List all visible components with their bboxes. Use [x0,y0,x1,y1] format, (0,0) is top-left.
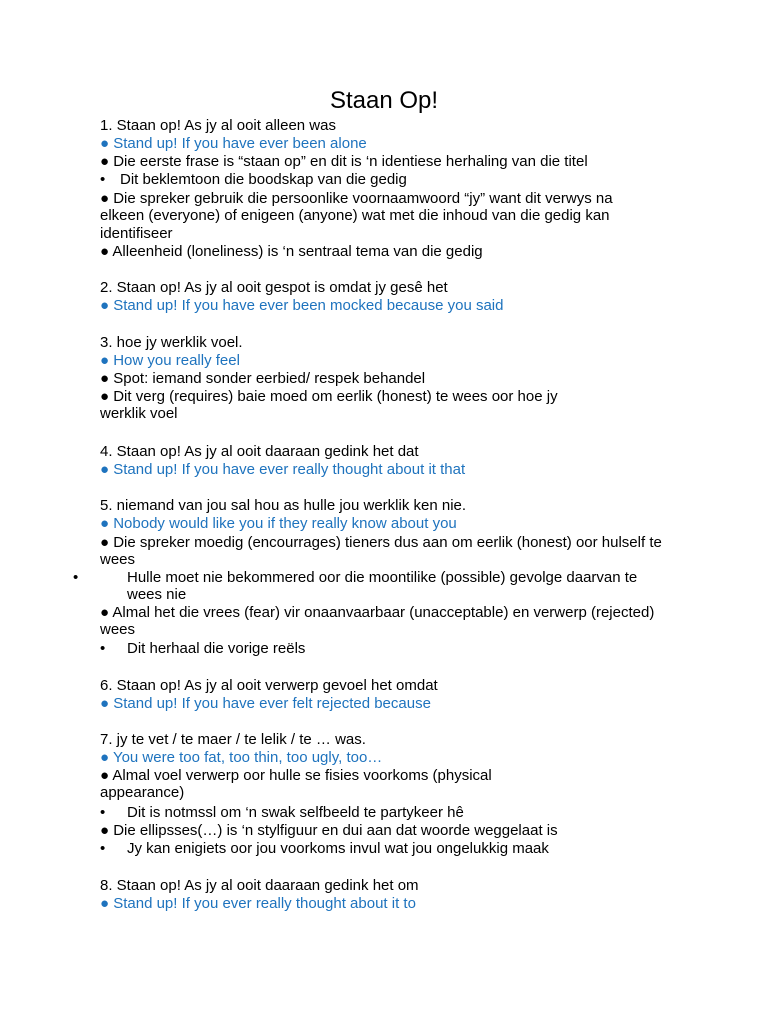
tab-bullet-item [100,171,680,188]
note-line: ● Dit verg (requires) baie moed om eerlik (honest) te wees oor hoe jy werklik voel [100,388,558,423]
translation-line-6: ● Stand up! If you have ever felt rejected because [100,695,431,712]
translation-line-2: ● Stand up! If you have ever been mocked because you said [100,297,504,314]
note-line: ● Alleenheid (loneliness) is ‘n sentraal tema van die gedig [100,243,483,260]
tab-bullet-text: Hulle moet nie bekommered oor die moontilike (possible) gevolge daarvan te wees nie [127,569,638,604]
translation-line-7: ● You were too fat, too thin, too ugly, too… [100,749,383,766]
tab-bullet-text: Jy kan enigiets oor jou voorkoms invul wat jou ongelukkig maak [127,840,549,857]
bullet-icon: • [73,569,79,586]
translation-line-4: ● Stand up! If you have ever really thought about it that [100,461,466,478]
bullet-icon: • [100,840,106,857]
verse-line-6: 6. Staan op! As jy al ooit verwerp gevoel het omdat [100,677,438,694]
note-line: ● Die eerste frase is “staan op” en dit is ‘n identiese herhaling van die titel [100,153,588,170]
tab-bullet-item [100,840,680,857]
tab-bullet-text: Dit beklemtoon die boodskap van die gedig [120,171,407,188]
verse-line-3: 3. hoe jy werklik voel. [100,334,243,351]
bullet-icon: • [100,804,106,821]
bullet-icon: • [100,640,106,657]
verse-line-8: 8. Staan op! As jy al ooit daaraan gedink het om [100,877,419,894]
tab-bullet-item [73,569,660,604]
translation-line-5: ● Nobody would like you if they really know about you [100,515,457,532]
tab-bullet-item [100,640,680,657]
translation-line-1: ● Stand up! If you have ever been alone [100,135,367,152]
tab-bullet-text: Dit is notmssl om ‘n swak selfbeeld te partykeer hê [127,804,464,821]
note-line: ● Almal het die vrees (fear) vir onaanvaarbaar (unacceptable) en verwerp (rejected) wees [100,604,655,639]
note-line: ● Die spreker moedig (encourrages) tieners dus aan om eerlik (honest) oor hulself te wees [100,534,662,569]
verse-line-4: 4. Staan op! As jy al ooit daaraan gedink het dat [100,443,419,460]
note-line: ● Die spreker gebruik die persoonlike voornaamwoord “jy” want dit verwys na elkeen (everyone) of enigeen (anyone) wat met die inhoud van die gedig kan identifiseer [100,190,613,242]
note-line: ● Spot: iemand sonder eerbied/ respek behandel [100,370,426,387]
note-line: ● Die ellipsses(…) is ‘n stylfiguur en dui aan dat woorde weggelaat is [100,822,558,839]
tab-bullet-text: Dit herhaal die vorige reëls [127,640,306,657]
verse-line-5: 5. niemand van jou sal hou as hulle jou werklik ken nie. [100,497,467,514]
translation-line-8: ● Stand up! If you ever really thought about it to [100,895,416,912]
tab-bullet-item [100,804,680,821]
note-line: ● Almal voel verwerp oor hulle se fisies voorkoms (physical appearance) [100,767,492,802]
document-title: Staan Op! [329,87,439,114]
verse-line-2: 2. Staan op! As jy al ooit gespot is omdat jy gesê het [100,279,448,296]
verse-line-7: 7. jy te vet / te maer / te lelik / te … was. [100,731,366,748]
bullet-icon: • [100,171,106,188]
translation-line-3: ● How you really feel [100,352,240,369]
verse-line-1: 1. Staan op! As jy al ooit alleen was [100,117,336,134]
